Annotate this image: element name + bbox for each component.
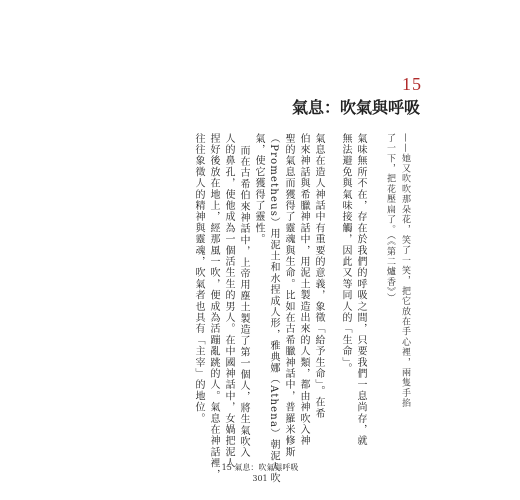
body-column: 捏好後放在地上，經那風一吹，便成為活蹦亂跳的人。氣息在神話裡， (208, 133, 219, 481)
body-column: 往往象徵人的精神與靈魂，吹氣者也具有「主宰」的地位。 (193, 133, 204, 425)
body-column: 伯來神話與希臘神話中，用泥土製造出來的人類，都由神吹入神 (298, 133, 309, 447)
body-column: 而在古希伯來神話中，上帝用塵土製造了第一個人，將生氣吹入 (238, 145, 249, 459)
chapter-number: 15 (402, 74, 422, 94)
body-column: 氣味無所不在，存在於我們的呼吸之間，只要我們一息尚存，就 (355, 133, 366, 447)
body-column: 氣，使它獲得了靈性。 (253, 133, 264, 245)
body-column: （Prometheus）用泥土和水捏成人形，雅典娜（Athena）朝泥人吹 (268, 133, 279, 485)
body-column: 聖的氣息而獲得了靈魂與生命。比如在古希臘神話中，普羅米修斯 (283, 133, 294, 458)
page-number: 301 (252, 474, 268, 483)
body-column: 無法避免與氣味接觸，因此又等同人的「生命」。 (340, 133, 351, 375)
epigraph-line: ——她又吹吹那朵花，笑了一笑，把它放在手心裡，兩隻手掐 (400, 133, 410, 409)
chapter-title: 氣息：吹氣與呼吸 (291, 98, 420, 117)
running-title: 15 氣息：吹氣與呼吸 (221, 463, 299, 472)
epigraph-line: 了一下，把花壓扁了。（《第二爐香》） (385, 133, 395, 304)
body-column: 人的鼻孔，使他成為一個活生生的男人。在中國神話中，女媧把泥人 (223, 133, 234, 469)
body-column: 氣息在造人神話中有重要的意義，象徵「給予生命」。在希 (313, 133, 324, 420)
